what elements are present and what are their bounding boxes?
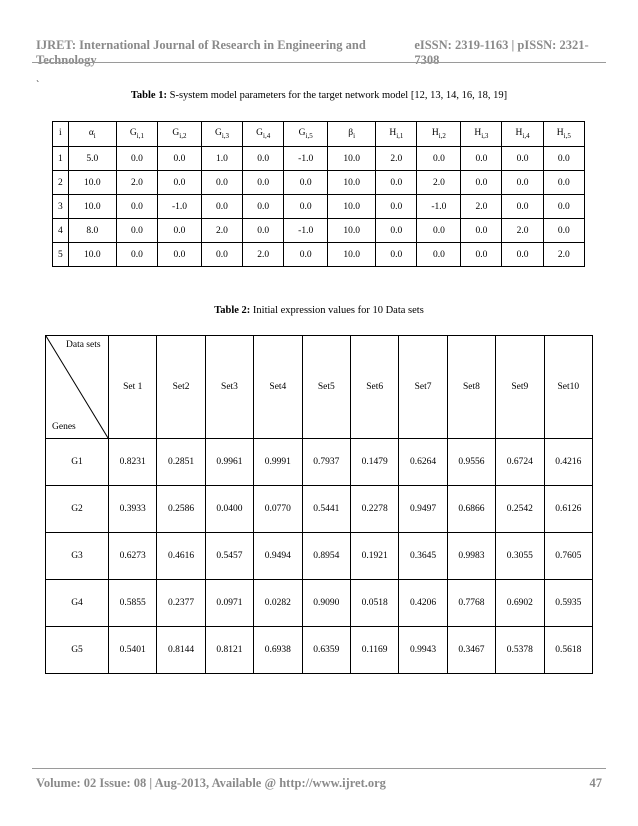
- table-cell: 0.0: [502, 147, 543, 171]
- col-subscript: i,5: [305, 131, 313, 140]
- col-subscript: i,3: [481, 131, 489, 140]
- table1-col-header: [328, 122, 376, 147]
- table-cell: 0.0: [417, 147, 461, 171]
- col-subscript: i,5: [563, 131, 571, 140]
- table-cell: 0.3467: [447, 627, 495, 674]
- table-cell: 0.2278: [350, 486, 398, 533]
- table2-header-row: [46, 336, 593, 439]
- col-symbol: H: [515, 128, 523, 139]
- table1: [52, 121, 585, 267]
- col-symbol: G: [298, 128, 306, 139]
- gene-label-cell: G4: [46, 580, 109, 627]
- col-symbol: H: [431, 128, 439, 139]
- col-symbol: G: [172, 128, 180, 139]
- table-cell: 0.6866: [447, 486, 495, 533]
- table1-col-header: [502, 122, 543, 147]
- table-cell: 0.8144: [157, 627, 205, 674]
- col-subscript: i,1: [136, 131, 144, 140]
- table-cell: 0.0: [543, 219, 584, 243]
- col-symbol: G: [214, 128, 222, 139]
- running-footer: [36, 776, 602, 791]
- table2-col-header: Set7: [399, 336, 447, 439]
- table-cell: 0.1169: [350, 627, 398, 674]
- table-cell: 0.0: [201, 195, 242, 219]
- page-number: 47: [589, 776, 602, 790]
- table-cell: 4: [53, 219, 69, 243]
- table-cell: 2.0: [461, 195, 502, 219]
- table-cell: 0.6264: [399, 439, 447, 486]
- col-subscript: i,2: [179, 131, 187, 140]
- corner-data-sets-label: Data sets: [66, 340, 101, 350]
- table-cell: 2.0: [417, 171, 461, 195]
- table-cell: 0.0: [284, 243, 328, 267]
- running-header: [36, 38, 606, 68]
- table-cell: 0.0: [243, 219, 284, 243]
- journal-name: IJRET: International Journal of Research in Engineering and Technology: [36, 38, 366, 67]
- table-cell: 0.0518: [350, 580, 398, 627]
- table1-col-header: [376, 122, 417, 147]
- table-cell: 0.3933: [109, 486, 157, 533]
- table-cell: 1: [53, 147, 69, 171]
- table-cell: -1.0: [284, 219, 328, 243]
- footer-volume-info: Volume: 02 Issue: 08 | Aug-2013, Available @ http://www.ijret.org: [36, 776, 386, 790]
- table-cell: 0.5401: [109, 627, 157, 674]
- table-cell: 0.5441: [302, 486, 350, 533]
- table1-col-header: [158, 122, 202, 147]
- table-cell: 3: [53, 195, 69, 219]
- table-cell: 0.0: [543, 147, 584, 171]
- table1-col-header: [417, 122, 461, 147]
- table-cell: 0.0: [116, 243, 157, 267]
- table-cell: 0.0: [376, 243, 417, 267]
- col-symbol: H: [556, 128, 564, 139]
- table-cell: 0.9961: [205, 439, 253, 486]
- col-symbol: i: [59, 128, 62, 139]
- table-cell: 0.5935: [544, 580, 592, 627]
- table-cell: 2: [53, 171, 69, 195]
- table-row: [46, 533, 593, 580]
- table-cell: 0.0: [543, 195, 584, 219]
- table-cell: 0.0282: [254, 580, 302, 627]
- table-cell: 0.6724: [496, 439, 544, 486]
- table-cell: -1.0: [417, 195, 461, 219]
- table-cell: 0.9556: [447, 439, 495, 486]
- table-cell: 0.0: [502, 195, 543, 219]
- table-cell: 0.0: [461, 171, 502, 195]
- table-cell: 0.0: [116, 195, 157, 219]
- table-cell: 10.0: [328, 171, 376, 195]
- table-cell: 0.0: [376, 219, 417, 243]
- table-cell: 10.0: [328, 243, 376, 267]
- col-symbol: G: [129, 128, 137, 139]
- table-cell: 0.0: [461, 219, 502, 243]
- table-cell: 0.5618: [544, 627, 592, 674]
- col-symbol: α: [88, 128, 94, 139]
- table2-col-header: Set9: [496, 336, 544, 439]
- table-cell: 2.0: [376, 147, 417, 171]
- table-cell: 0.1921: [350, 533, 398, 580]
- table-cell: 0.0: [158, 219, 202, 243]
- table2-col-header: Set2: [157, 336, 205, 439]
- table-cell: 0.5855: [109, 580, 157, 627]
- col-subscript: i,1: [396, 131, 404, 140]
- table-cell: 0.9983: [447, 533, 495, 580]
- table-cell: 0.4216: [544, 439, 592, 486]
- table-row: [53, 147, 585, 171]
- table1-col-header: [201, 122, 242, 147]
- table-cell: 0.2586: [157, 486, 205, 533]
- table-cell: 0.6902: [496, 580, 544, 627]
- table-cell: 0.0: [158, 171, 202, 195]
- table-cell: 2.0: [543, 243, 584, 267]
- table-cell: 0.6359: [302, 627, 350, 674]
- table1-col-header: [543, 122, 584, 147]
- table-cell: 0.7937: [302, 439, 350, 486]
- col-symbol: H: [474, 128, 482, 139]
- table-row: [53, 219, 585, 243]
- table-cell: 0.1479: [350, 439, 398, 486]
- table1-body: [53, 147, 585, 267]
- table-cell: 0.3645: [399, 533, 447, 580]
- col-symbol: β: [348, 128, 354, 139]
- table-cell: 0.2542: [496, 486, 544, 533]
- table-cell: 0.9991: [254, 439, 302, 486]
- table-cell: -1.0: [284, 147, 328, 171]
- table-cell: 0.5378: [496, 627, 544, 674]
- table1-col-header: [284, 122, 328, 147]
- table-cell: -1.0: [158, 195, 202, 219]
- table-cell: 0.0770: [254, 486, 302, 533]
- table-cell: 1.0: [201, 147, 242, 171]
- table2-col-header: Set8: [447, 336, 495, 439]
- col-subscript: i,3: [221, 131, 230, 140]
- table-cell: 0.0: [243, 195, 284, 219]
- table-cell: 0.8231: [109, 439, 157, 486]
- table-cell: 0.0: [284, 171, 328, 195]
- table2-col-header: Set3: [205, 336, 253, 439]
- table-cell: 0.0: [502, 171, 543, 195]
- table-cell: 0.0: [543, 171, 584, 195]
- table-cell: 0.7768: [447, 580, 495, 627]
- table-cell: 10.0: [68, 195, 116, 219]
- table-cell: 0.0: [116, 147, 157, 171]
- table-cell: 0.2377: [157, 580, 205, 627]
- table-row: [46, 486, 593, 533]
- table-cell: 0.9943: [399, 627, 447, 674]
- table1-col-header: [53, 122, 69, 147]
- header-rule: [32, 62, 606, 63]
- table-cell: 10.0: [328, 219, 376, 243]
- table-cell: 0.0: [201, 243, 242, 267]
- table-cell: 0.3055: [496, 533, 544, 580]
- table-cell: 0.5457: [205, 533, 253, 580]
- table-cell: 2.0: [201, 219, 242, 243]
- table2-col-header: Set4: [254, 336, 302, 439]
- table2-caption-label: Table 2:: [214, 305, 251, 316]
- table-cell: 10.0: [328, 195, 376, 219]
- table-cell: 0.0: [417, 243, 461, 267]
- table-cell: 0.6126: [544, 486, 592, 533]
- table-cell: 0.0971: [205, 580, 253, 627]
- col-subscript: i,4: [522, 131, 530, 140]
- table2-col-header: Set6: [350, 336, 398, 439]
- table-cell: 0.0: [243, 171, 284, 195]
- table1-col-header: [116, 122, 157, 147]
- table-row: [53, 171, 585, 195]
- table-row: [53, 243, 585, 267]
- table-cell: 0.8121: [205, 627, 253, 674]
- table-row: [53, 195, 585, 219]
- table-cell: 10.0: [68, 171, 116, 195]
- table-row: [46, 627, 593, 674]
- issn-info: eISSN: 2319-1163 | pISSN: 2321-7308: [414, 38, 589, 67]
- table-cell: 0.6938: [254, 627, 302, 674]
- table1-header-row: [53, 122, 585, 147]
- table2-caption: [0, 305, 638, 316]
- table-cell: 0.0: [116, 219, 157, 243]
- table2-body: [46, 336, 593, 674]
- table-cell: 8.0: [68, 219, 116, 243]
- table-cell: 0.0: [376, 195, 417, 219]
- table2-col-header: Set 1: [109, 336, 157, 439]
- table-cell: 0.0: [158, 147, 202, 171]
- table2-caption-text: Initial expression values for 10 Data sets: [252, 305, 424, 316]
- corner-diagonal: [46, 336, 108, 438]
- table-row: [46, 580, 593, 627]
- table-cell: 0.9497: [399, 486, 447, 533]
- col-subscript: i: [93, 131, 96, 140]
- table2: [45, 335, 593, 674]
- table2-col-header: Set5: [302, 336, 350, 439]
- gene-label-cell: G3: [46, 533, 109, 580]
- table-cell: 0.0: [243, 147, 284, 171]
- table-cell: 10.0: [328, 147, 376, 171]
- table-cell: 10.0: [68, 243, 116, 267]
- table-cell: 2.0: [116, 171, 157, 195]
- table-cell: 0.0: [461, 147, 502, 171]
- table1-caption-text: S-system model parameters for the target network model [12, 13, 14, 16, 18, 19]: [169, 90, 508, 101]
- gene-label-cell: G5: [46, 627, 109, 674]
- table1-col-header: [68, 122, 116, 147]
- table2-col-header: Set10: [544, 336, 592, 439]
- table2-corner-cell: [46, 336, 109, 439]
- gene-label-cell: G2: [46, 486, 109, 533]
- table-cell: 0.0: [201, 171, 242, 195]
- col-subscript: i,4: [263, 131, 271, 140]
- table-cell: 5.0: [68, 147, 116, 171]
- table-cell: 0.8954: [302, 533, 350, 580]
- table-cell: 0.9090: [302, 580, 350, 627]
- table-cell: 0.0: [461, 243, 502, 267]
- gene-label-cell: G1: [46, 439, 109, 486]
- col-subscript: i: [353, 131, 356, 140]
- table-cell: 2.0: [243, 243, 284, 267]
- table1-col-header: [461, 122, 502, 147]
- table-cell: 5: [53, 243, 69, 267]
- table-cell: 0.7605: [544, 533, 592, 580]
- table-cell: 0.0: [158, 243, 202, 267]
- footer-rule: [32, 768, 606, 769]
- table-cell: 0.0: [502, 243, 543, 267]
- table-row: [46, 439, 593, 486]
- table-cell: 0.2851: [157, 439, 205, 486]
- col-symbol: G: [256, 128, 263, 139]
- table1-col-header: [243, 122, 284, 147]
- table-cell: 0.0: [376, 171, 417, 195]
- table-cell: 0.4616: [157, 533, 205, 580]
- table-cell: 2.0: [502, 219, 543, 243]
- table-cell: 0.6273: [109, 533, 157, 580]
- table-cell: 0.0: [417, 219, 461, 243]
- table-cell: 0.9494: [254, 533, 302, 580]
- table-cell: 0.0400: [205, 486, 253, 533]
- table1-caption: [0, 90, 638, 101]
- col-subscript: i,2: [438, 131, 446, 140]
- corner-genes-label: Genes: [52, 422, 76, 432]
- col-symbol: H: [389, 128, 397, 139]
- table-cell: 0.0: [284, 195, 328, 219]
- table1-caption-label: Table 1:: [130, 90, 167, 101]
- table-cell: 0.4206: [399, 580, 447, 627]
- stray-mark: `: [36, 80, 40, 91]
